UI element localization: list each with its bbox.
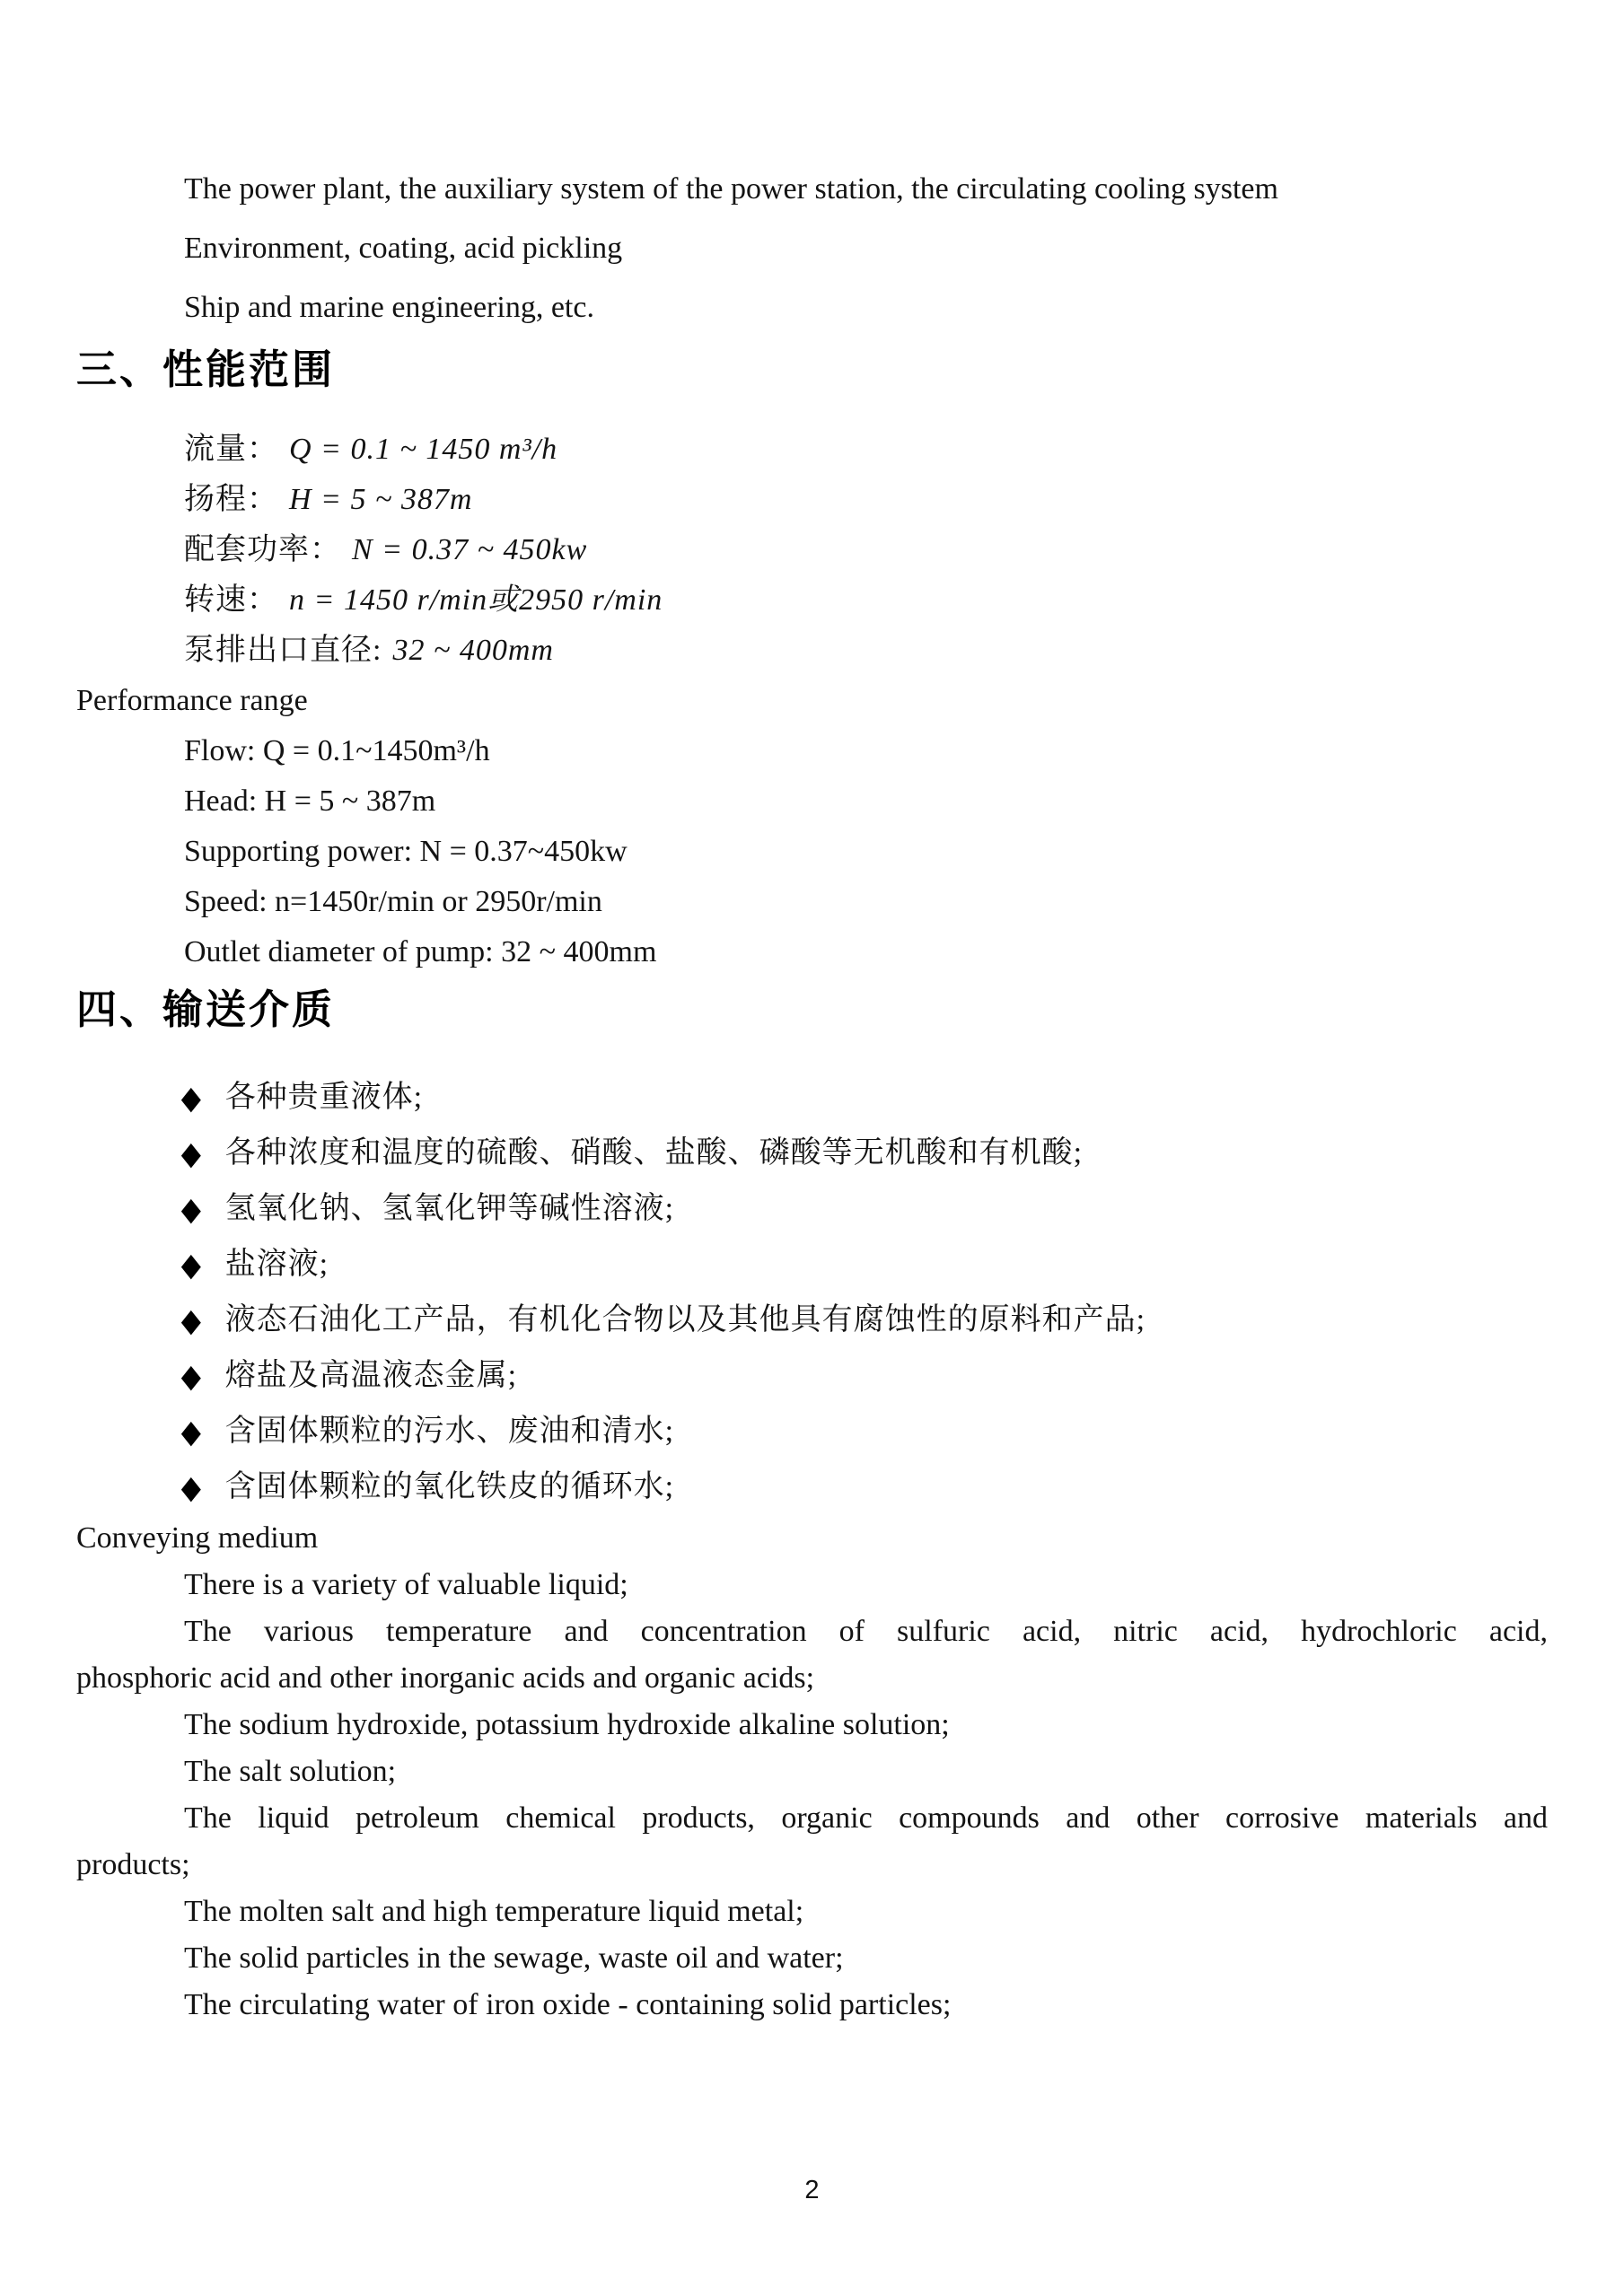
spec-line-outlet-en: Outlet diameter of pump: 32 ~ 400mm [184, 935, 657, 968]
spec-line-power-en: Supporting power: N = 0.37~450kw [184, 835, 628, 868]
diamond-bullet-icon: ◆ [180, 1191, 201, 1227]
paragraph-en-line: phosphoric acid and other inorganic acids and organic acids; [76, 1661, 815, 1695]
spec-value: Q = 0.1 ~ 1450 m³/h [289, 433, 558, 466]
spec-line-flow-en: Flow: Q = 0.1~1450m³/h [184, 734, 490, 767]
spec-value: n = 1450 r/min或2950 r/min [289, 583, 663, 617]
section-heading-performance-range-cn: 三、性能范围 [76, 346, 336, 392]
bullet-item [179, 1181, 1548, 1237]
bullet-item [179, 1459, 1548, 1515]
bullet-item [179, 1070, 1548, 1126]
performance-range-heading-en: Performance range [76, 684, 308, 717]
bullet-text: 氢氧化钠、氢氧化钾等碱性溶液; [224, 1192, 675, 1225]
conveying-medium-heading-en: Conveying medium [76, 1521, 319, 1555]
spec-value: 32 ~ 400mm [392, 634, 554, 667]
paragraph-en-line: The various temperature and concentration of sulfuric acid, nitric acid, hydrochloric acid, [184, 1615, 1548, 1648]
bullet-text: 各种浓度和温度的硫酸、硝酸、盐酸、磷酸等无机酸和有机酸; [224, 1136, 1084, 1170]
spec-line-head-en: Head: H = 5 ~ 387m [184, 784, 436, 818]
spec-line-speed-cn [184, 575, 1548, 626]
diamond-bullet-icon: ◆ [180, 1135, 201, 1171]
diamond-bullet-icon: ◆ [180, 1358, 201, 1394]
paragraph-en: The molten salt and high temperature liquid metal; [184, 1895, 804, 1928]
paragraph-en: The solid particles in the sewage, waste oil and water; [184, 1941, 844, 1975]
spec-label: 扬程： [184, 483, 278, 516]
paragraph-en: The sodium hydroxide, potassium hydroxide alkaline solution; [184, 1708, 950, 1741]
spec-value: H = 5 ~ 387m [289, 483, 473, 516]
intro-line: Environment, coating, acid pickling [184, 232, 623, 265]
diamond-bullet-icon: ◆ [180, 1302, 201, 1338]
bullet-text: 含固体颗粒的污水、废油和清水; [224, 1415, 675, 1448]
diamond-bullet-icon: ◆ [180, 1080, 201, 1116]
spec-label: 转速： [184, 583, 278, 617]
bullet-text: 盐溶液; [224, 1248, 329, 1281]
spec-line-head-cn [184, 475, 1548, 525]
bullet-item [179, 1126, 1548, 1181]
spec-line-outlet-cn [184, 626, 1548, 676]
bullet-text: 含固体颗粒的氧化铁皮的循环水; [224, 1470, 675, 1503]
spec-label: 配套功率： [184, 533, 341, 566]
bullet-item [179, 1348, 1548, 1404]
intro-line: Ship and marine engineering, etc. [184, 291, 594, 324]
intro-line: The power plant, the auxiliary system of the power station, the circulating cooling system [184, 172, 1278, 206]
spec-line-power-cn [184, 525, 1548, 575]
paragraph-en: The salt solution; [184, 1755, 397, 1788]
paragraph-en-line: The liquid petroleum chemical products, organic compounds and other corrosive materials and [184, 1801, 1548, 1835]
bullet-text: 各种贵重液体; [224, 1081, 424, 1114]
bullet-item [179, 1237, 1548, 1293]
spec-line-speed-en: Speed: n=1450r/min or 2950r/min [184, 885, 602, 918]
spec-label: 流量： [184, 433, 278, 466]
bullet-item [179, 1404, 1548, 1459]
spec-label: 泵排出口直径: [184, 634, 382, 667]
diamond-bullet-icon: ◆ [180, 1414, 201, 1450]
spec-value: N = 0.37 ~ 450kw [352, 533, 588, 566]
diamond-bullet-icon: ◆ [180, 1247, 201, 1283]
bullet-text: 液态石油化工产品，有机化合物以及其他具有腐蚀性的原料和产品; [224, 1303, 1146, 1336]
diamond-bullet-icon: ◆ [180, 1469, 201, 1505]
paragraph-en: There is a variety of valuable liquid; [184, 1568, 628, 1601]
medium-bullet-list [76, 1070, 1548, 1515]
paragraph-en: The circulating water of iron oxide - containing solid particles; [184, 1988, 952, 2021]
paragraph-en-line: products; [76, 1848, 190, 1881]
spec-line-flow-cn [184, 425, 1548, 475]
section-heading-conveying-medium-cn: 四、输送介质 [76, 986, 336, 1032]
bullet-text: 熔盐及高温液态金属; [224, 1359, 518, 1392]
bullet-item [179, 1293, 1548, 1348]
page-number: 2 [804, 2176, 820, 2204]
